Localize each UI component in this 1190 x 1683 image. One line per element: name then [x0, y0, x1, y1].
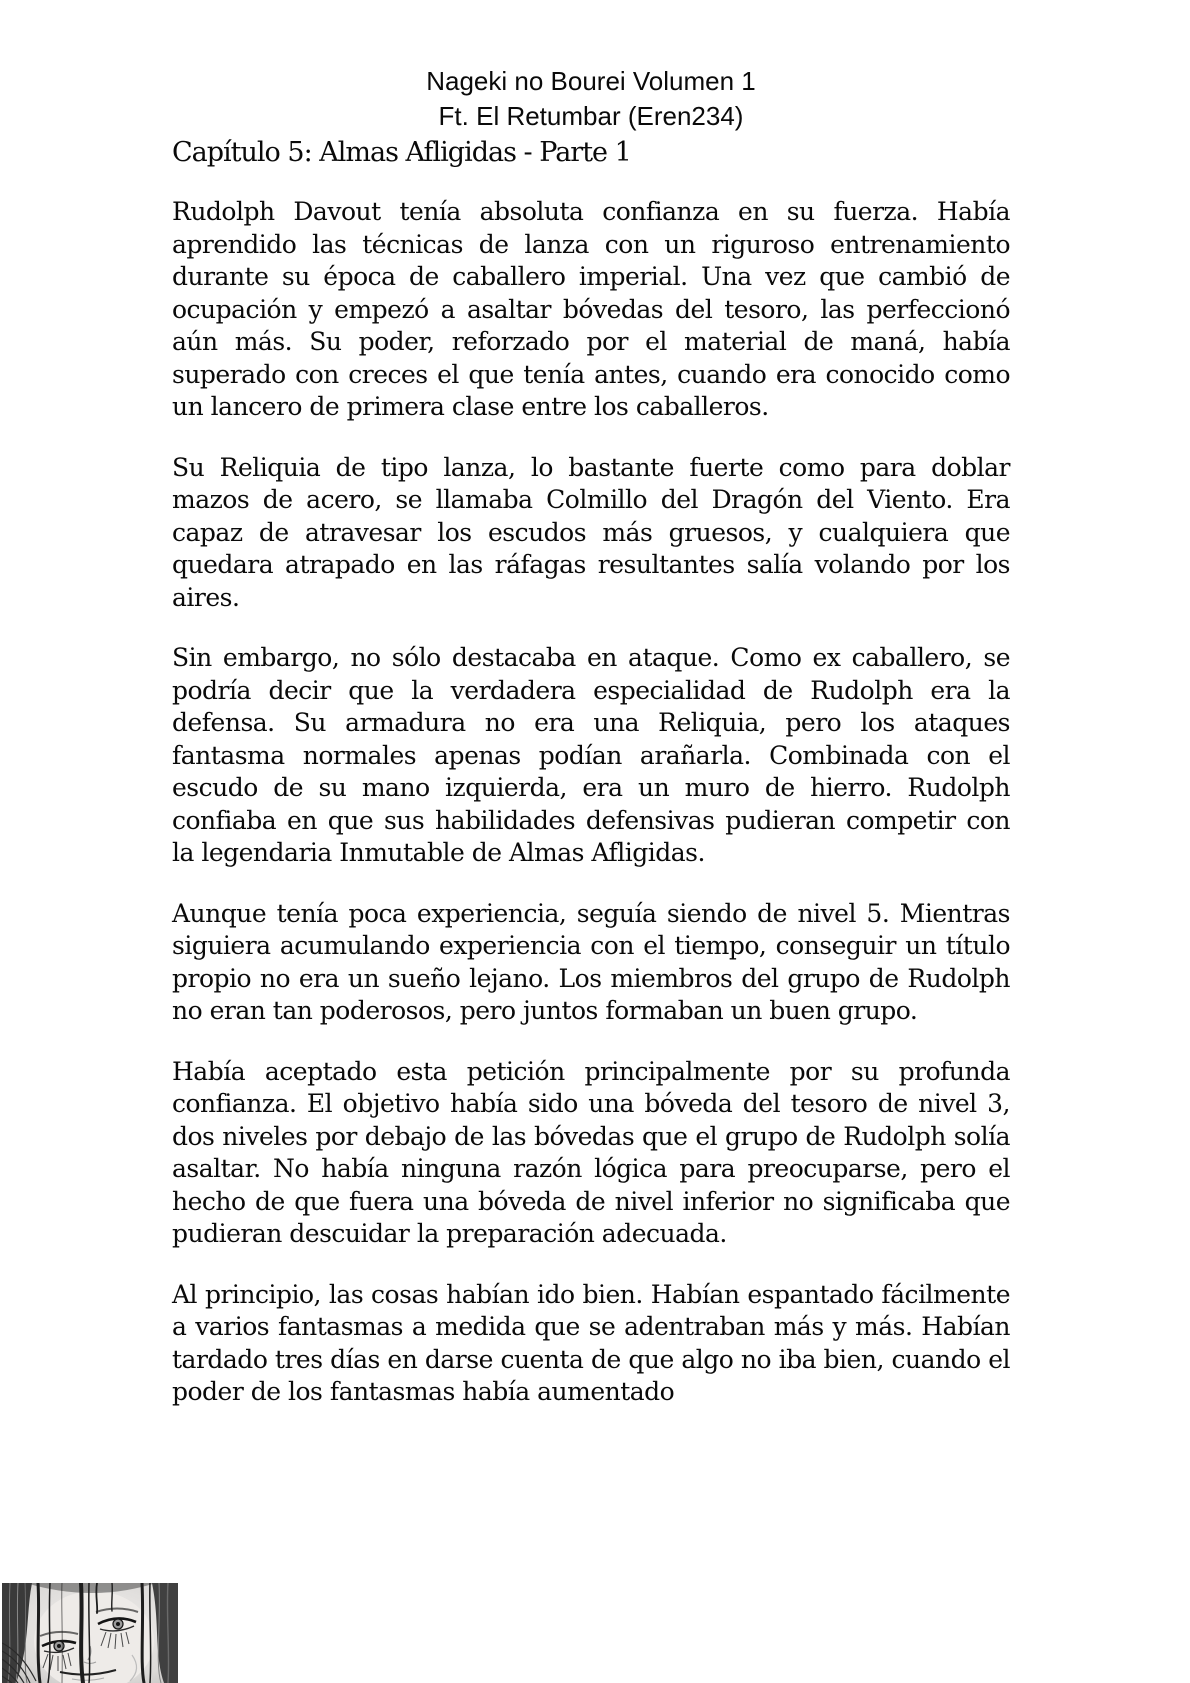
- document-header: [172, 64, 1010, 134]
- chapter-title: Capítulo 5: Almas Afligidas - Parte 1: [172, 137, 631, 168]
- volume-title: Nageki no Bourei Volumen 1: [426, 66, 756, 96]
- paragraph-4: Aunque tenía poca experiencia, seguía siendo de nivel 5. Mientras siguiera acumulando experiencia con el tiempo, conseguir un título propio no era un sueño lejano. Los miembros del grupo de Rudolph no eran tan poderosos, pero juntos formaban un buen grupo.: [172, 898, 1010, 1025]
- paragraph-6: Al principio, las cosas habían ido bien. Habían espantado fácilmente a varios fantasmas a medida que se adentraban más y más. Habían tardado tres días en darse cuenta de que algo no iba bien, cuando el poder de los fantasmas había aumentado: [172, 1279, 1010, 1406]
- manga-face-illustration: [2, 1583, 178, 1683]
- paragraph-1: Rudolph Davout tenía absoluta confianza en su fuerza. Había aprendido las técnicas de lanza con un riguroso entrenamiento durante su época de caballero imperial. Una vez que cambió de ocupación y empezó a asaltar bóvedas del tesoro, las perfeccionó aún más. Su poder, reforzado por el material de maná, había superado con creces el que tenía antes, cuando era conocido como un lancero de primera clase entre los caballeros.: [172, 197, 1010, 421]
- translator-credit: Ft. El Retumbar (Eren234): [438, 101, 744, 131]
- text-column: [172, 0, 1010, 1437]
- paragraph-5: Había aceptado esta petición principalmente por su profunda confianza. El objetivo había sido una bóveda del tesoro de nivel 3, dos niveles por debajo de las bóvedas que el grupo de Rudolph solía asaltar. No había ninguna razón lógica para preocuparse, pero el hecho de que fuera una bóveda de nivel inferior no significaba que pudieran descuidar la preparación adecuada.: [172, 1056, 1010, 1248]
- paragraph-3: Sin embargo, no sólo destacaba en ataque. Como ex caballero, se podría decir que la verdadera especialidad de Rudolph era la defensa. Su armadura no era una Reliquia, pero los ataques fantasma normales apenas podían arañarla. Combinada con el escudo de su mano izquierda, era un muro de hierro. Rudolph confiaba en que sus habilidades defensivas pudieran competir con la legendaria Inmutable de Almas Afligidas.: [172, 643, 1010, 867]
- chapter-body: [172, 196, 1010, 1409]
- paragraph-2: Su Reliquia de tipo lanza, lo bastante fuerte como para doblar mazos de acero, se llamaba Colmillo del Dragón del Viento. Era capaz de atravesar los escudos más gruesos, y cualquiera que quedara atrapado en las ráfagas resultantes salía volando por los aires.: [172, 452, 1010, 612]
